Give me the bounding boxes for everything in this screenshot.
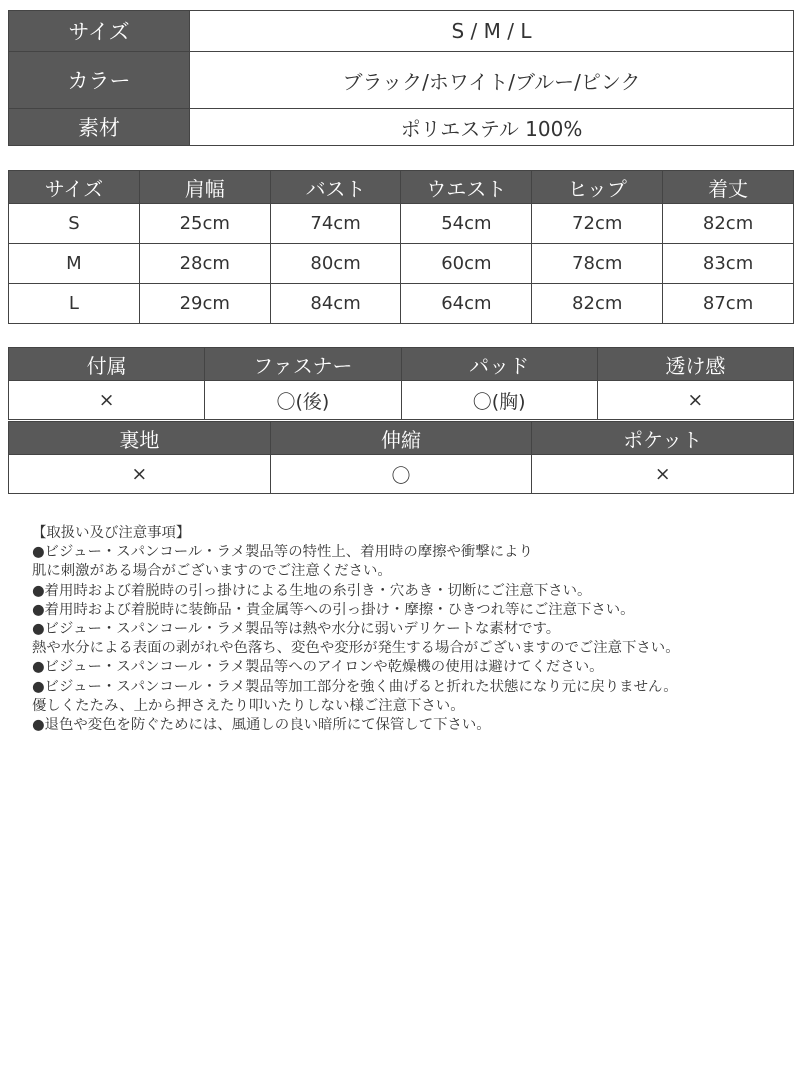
spec-value-color: ブラック/ホワイト/ブルー/ピンク — [190, 52, 794, 109]
care-note-line: ●退色や変色を防ぐためには、風通しの良い暗所にて保管して下さい。 — [32, 717, 491, 734]
spec-value-material: ポリエステル 100% — [190, 109, 794, 146]
attribute-value: × — [532, 455, 794, 494]
size-chart-cell: 72cm — [532, 204, 663, 244]
attribute-value: × — [9, 381, 205, 420]
attribute-value: 〇 — [270, 455, 532, 494]
attributes-header-row — [9, 422, 794, 455]
size-chart-cell: 82cm — [532, 284, 663, 324]
spec-value-size: S / M / L — [190, 11, 794, 52]
attribute-header: 透け感 — [597, 348, 793, 381]
attribute-header: パッド — [401, 348, 597, 381]
attributes-header-row — [9, 348, 794, 381]
care-note-line: 熱や水分による表面の剥がれや色落ち、変色や変形が発生する場合がございますのでご注意下さい。 — [32, 640, 680, 657]
size-chart-cell: 84cm — [270, 284, 401, 324]
size-chart-cell: 25cm — [139, 204, 270, 244]
attribute-value: 〇(胸) — [401, 381, 597, 420]
care-note-line: 優しくたたみ、上から押さえたり叩いたりしない様ご注意下さい。 — [32, 697, 465, 714]
attributes-value-row — [9, 455, 794, 494]
care-note-line: 肌に刺激がある場合がございますのでご注意ください。 — [32, 563, 392, 580]
attributes-table-1 — [8, 347, 794, 420]
spec-label-material: 素材 — [9, 109, 190, 146]
size-chart-cell: 28cm — [139, 244, 270, 284]
size-chart-header: バスト — [270, 171, 401, 204]
size-chart-cell: 82cm — [663, 204, 794, 244]
size-chart-row — [9, 204, 794, 244]
size-chart-cell: 80cm — [270, 244, 401, 284]
spec-row-material — [9, 109, 794, 146]
size-chart-table — [8, 170, 794, 324]
care-note-line: ●ビジュー・スパンコール・ラメ製品等へのアイロンや乾燥機の使用は避けてください。 — [32, 659, 604, 676]
size-chart-cell: 83cm — [663, 244, 794, 284]
spec-label-size: サイズ — [9, 11, 190, 52]
attribute-header: 裏地 — [9, 422, 271, 455]
care-note-line: ●ビジュー・スパンコール・ラメ製品等の特性上、着用時の摩擦や衝撃により — [32, 544, 533, 561]
size-chart-cell: 29cm — [139, 284, 270, 324]
attribute-value: 〇(後) — [205, 381, 401, 420]
attribute-header: ファスナー — [205, 348, 401, 381]
size-chart-header-row — [9, 171, 794, 204]
spec-table — [8, 10, 794, 146]
spec-label-color: カラー — [9, 52, 190, 109]
attribute-header: 伸縮 — [270, 422, 532, 455]
attributes-value-row — [9, 381, 794, 420]
size-chart-cell: 60cm — [401, 244, 532, 284]
size-chart-cell: 74cm — [270, 204, 401, 244]
size-chart-cell: 54cm — [401, 204, 532, 244]
size-chart-cell: L — [9, 284, 140, 324]
size-chart-header: サイズ — [9, 171, 140, 204]
attribute-value: × — [597, 381, 793, 420]
size-chart-cell: M — [9, 244, 140, 284]
spec-row-size — [9, 11, 794, 52]
size-chart-cell: 64cm — [401, 284, 532, 324]
attribute-header: 付属 — [9, 348, 205, 381]
size-chart-row — [9, 244, 794, 284]
care-note-line: ●ビジュー・スパンコール・ラメ製品等は熱や水分に弱いデリケートな素材です。 — [32, 621, 561, 638]
size-chart-cell: 78cm — [532, 244, 663, 284]
size-chart-header: ヒップ — [532, 171, 663, 204]
care-note-line: ●着用時および着脱時の引っ掛けによる生地の糸引き・穴あき・切断にご注意下さい。 — [32, 582, 592, 599]
spec-row-color — [9, 52, 794, 109]
attribute-header: ポケット — [532, 422, 794, 455]
attributes-table-2 — [8, 421, 794, 494]
size-chart-header: 着丈 — [663, 171, 794, 204]
attribute-value: × — [9, 455, 271, 494]
care-note-line: ●着用時および着脱時に装飾品・貴金属等への引っ掛け・摩擦・ひきつれ等にご注意下さい。 — [32, 601, 635, 618]
size-chart-row — [9, 284, 794, 324]
care-notes-heading: 【取扱い及び注意事項】 — [32, 525, 191, 541]
size-chart-cell: 87cm — [663, 284, 794, 324]
size-chart-header: ウエスト — [401, 171, 532, 204]
size-chart-cell: S — [9, 204, 140, 244]
care-note-line: ●ビジュー・スパンコール・ラメ製品等加工部分を強く曲げると折れた状態になり元に戻りません。 — [32, 678, 678, 695]
size-chart-header: 肩幅 — [139, 171, 270, 204]
care-notes — [32, 524, 792, 735]
